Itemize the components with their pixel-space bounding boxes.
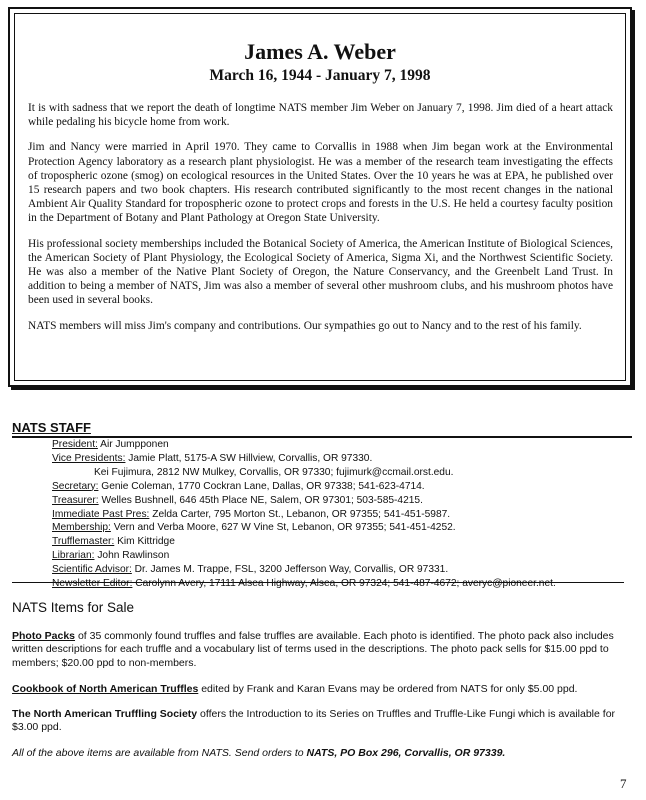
obituary-paragraph-2: Jim and Nancy were married in April 1970. They came to Corvallis in 1988 when Jim began work at the Environmental Protection Agency laboratory as a research plant physiologist. He was a member of the research team investigating the effects of tropospheric ozone (smog) on ecological resources in the United States. Over the 10 years he was at EPA, he published over 15 research papers and two book chapters. His research contributed significantly to the most recent changes in the national Ambient Air Quality Standard for tropospheric ozone to protect crops and forests in the U.S. He held a courtesy faculty position in the Department of Botany and Plant Pathology at Oregon State University. (28, 141, 613, 225)
orders-address: NATS, PO Box 296, Corvallis, OR 97339. (306, 747, 506, 759)
obituary-box (8, 7, 632, 387)
sale-all-items (12, 747, 632, 760)
staff-bottom-divider (12, 582, 624, 583)
all-items-text: All of the above items are available from NATS. Send orders to (12, 747, 307, 759)
photo-packs-heading: Photo Packs (12, 630, 76, 642)
staff-role: Immediate Past Pres: (52, 508, 150, 520)
staff-role: Treasurer: (52, 494, 99, 506)
staff-detail: Welles Bushnell, 646 45th Place NE, Salem, OR 97301; 503-585-4215. (98, 494, 423, 506)
sale-section-title: NATS Items for Sale (12, 600, 135, 615)
obituary-name: James A. Weber (244, 39, 396, 64)
staff-row-president (52, 438, 556, 452)
staff-detail: Carolynn Avery, 17111 Alsea Highway, Alsea, OR 97324; 541-487-4672; averyc@pioneer.net. (132, 578, 556, 590)
staff-detail: Dr. James M. Trappe, FSL, 3200 Jefferson Way, Corvallis, OR 97331. (131, 564, 449, 576)
staff-role: Librarian: (52, 550, 95, 562)
staff-row-vice-presidents (52, 452, 556, 466)
staff-role: Secretary: (52, 480, 99, 492)
obituary-paragraph-3: His professional society memberships included the Botanical Society of America, the American Institute of Biological Sciences, the American Society of Plant Physiology, the Ecological Society of America, Sigma Xi, and the Northwest Scientific Society. He was also a member of the Native Plant Society of Oregon, the Nature Conservancy, and the Greenbelt Land Trust. In addition to being a member of NATS, Jim was also a member of several other mushroom clubs, and his mushroom photos have been used in several books. (28, 237, 613, 307)
society-heading: The North American Truffling Society (12, 708, 198, 720)
staff-role: Membership: (52, 522, 111, 534)
staff-row-librarian (52, 549, 556, 563)
staff-row-secretary (52, 480, 556, 494)
staff-role: Scientific Advisor: (52, 564, 132, 576)
staff-detail: Jamie Platt, 5175-A SW Hillview, Corvallis, OR 97330. (125, 452, 373, 464)
photo-packs-text: of 35 commonly found truffles and false truffles are available. Each photo is identified. The photo pack also includes written descriptions for each truffle and a vocabulary list of terms used in the descriptions. The photo pack sells for $15.00 ppd to members; $20.00 ppd to non-members. (12, 630, 614, 669)
staff-detail: Air Jumpponen (97, 439, 169, 450)
staff-role: Vice Presidents: (52, 452, 126, 464)
staff-title: NATS STAFF (12, 420, 91, 435)
society-text: offers the Introduction to its Series on Truffles and Truffle-Like Fungi which is available for $3.00 ppd. (12, 708, 616, 734)
obituary-paragraph-1: It is with sadness that we report the death of longtime NATS member Jim Weber on January 7, 1998. Jim died of a heart attack while pedaling his bicycle home from work. (28, 102, 613, 129)
sale-society (12, 708, 632, 735)
staff-detail: John Rawlinson (94, 550, 170, 562)
staff-detail: Genie Coleman, 1770 Cockran Lane, Dallas, OR 97338; 541-623-4714. (98, 480, 425, 492)
staff-row-scientific-advisor (52, 563, 556, 577)
cookbook-heading: Cookbook of North American Truffles (12, 683, 199, 695)
sale-cookbook (12, 683, 632, 696)
staff-row-past-president (52, 508, 556, 522)
staff-role: Trufflemaster: (52, 536, 115, 548)
staff-row-treasurer (52, 494, 556, 508)
obituary-dates: March 16, 1944 - January 7, 1998 (209, 67, 431, 84)
staff-detail: Zelda Carter, 795 Morton St., Lebanon, OR 97355; 541-451-5987. (149, 508, 451, 520)
staff-detail: Kei Fujimura, 2812 NW Mulkey, Corvallis, OR 97330; fujimurk@ccmail.orst.edu. (94, 466, 454, 478)
staff-row-vice-presidents-2 (52, 466, 556, 480)
staff-row-trufflemaster (52, 535, 556, 549)
obituary-inner-frame (14, 13, 626, 381)
staff-list (52, 438, 556, 591)
staff-detail: Vern and Verba Moore, 627 W Vine St, Lebanon, OR 97355; 541-451-4252. (110, 522, 456, 534)
sale-photo-packs (12, 630, 632, 670)
staff-row-membership (52, 521, 556, 535)
staff-role: Newsletter Editor: (52, 578, 133, 590)
page-number: 7 (620, 776, 627, 791)
staff-row-newsletter-editor (52, 577, 556, 591)
staff-detail: Kim Kittridge (114, 536, 175, 548)
staff-role: President: (52, 439, 98, 450)
obituary-paragraph-4: NATS members will miss Jim's company and contributions. Our sympathies go out to Nancy and to the rest of his family. (28, 319, 582, 332)
cookbook-text: edited by Frank and Karan Evans may be ordered from NATS for only $5.00 ppd. (198, 683, 578, 695)
